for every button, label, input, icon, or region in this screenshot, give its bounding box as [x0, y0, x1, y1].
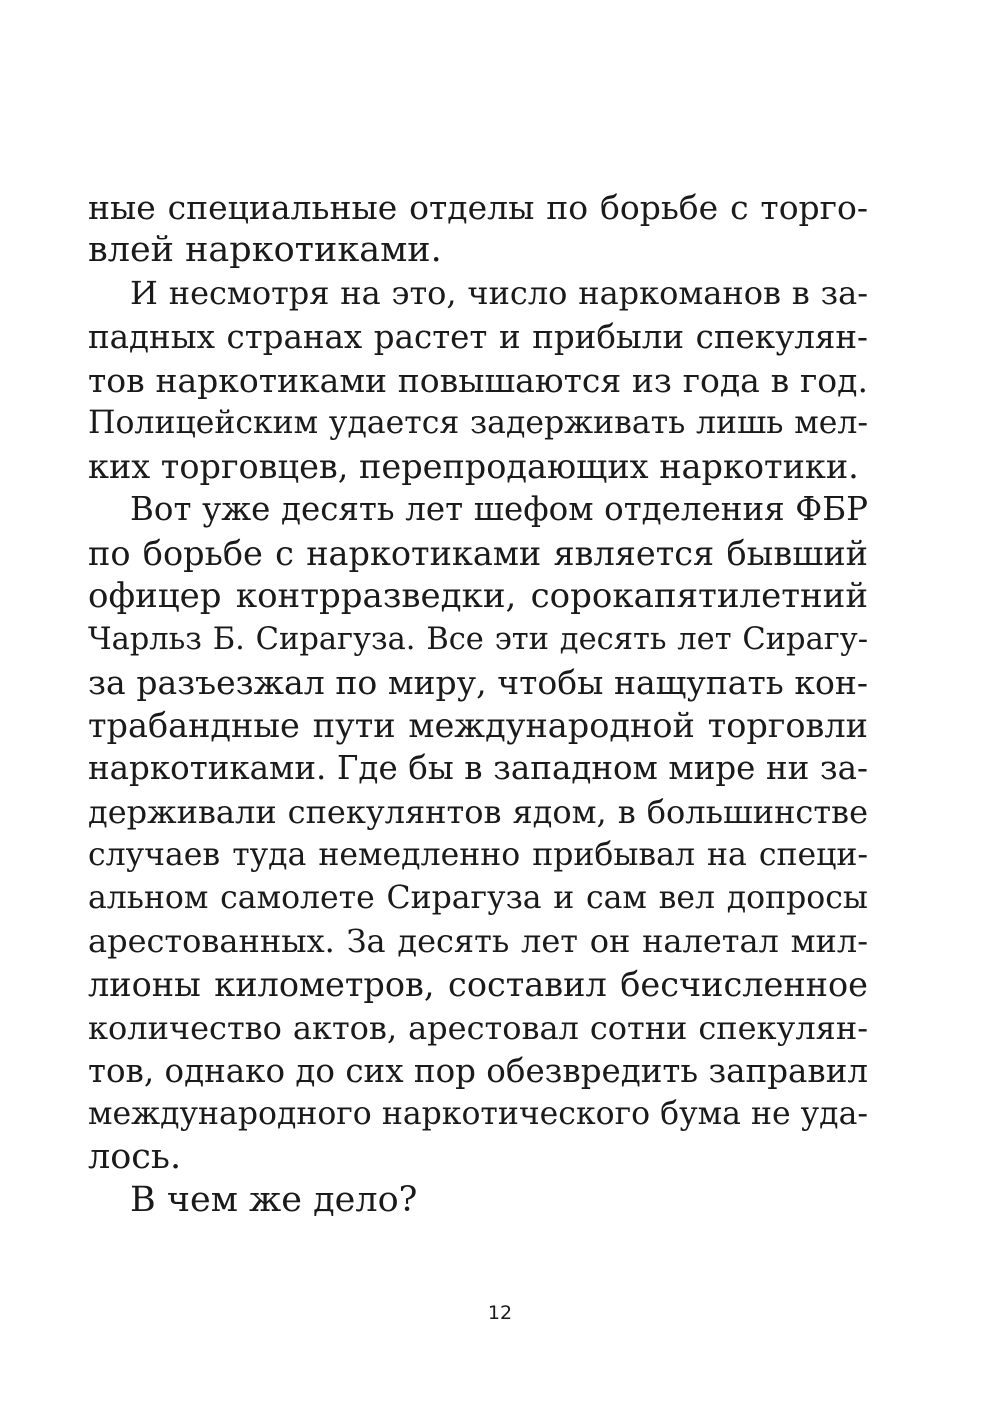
text-line: ких торговцев, перепродающих наркотики.	[88, 447, 859, 487]
text-line: случаев туда немедленно прибывал на специ-	[88, 836, 868, 873]
text-line: влей наркотиками.	[88, 230, 442, 271]
text-line: количество актов, арестовал сотни спекулян-	[88, 1008, 868, 1047]
text-line: Полицейским удается задерживать лишь мел-	[88, 404, 868, 441]
text-line: Чарльз Б. Сирагуза. Все эти десять лет Сирагу-	[88, 621, 868, 657]
text-line: офицер контрразведки, сорокапятилетний	[88, 575, 868, 616]
paragraph-start-line: Вот уже десять лет шефом отделения ФБР	[130, 490, 868, 529]
text-line: арестованных. За десять лет он налетал мил-	[88, 922, 868, 961]
text-line: международного наркотического бума не уда-	[88, 1095, 868, 1132]
page-text	[88, 186, 868, 1223]
text-line: тов наркотиками повышаются из года в год.	[88, 360, 868, 400]
text-line: держивали спекулянтов ядом, в большинстве	[88, 792, 868, 831]
text-line: лионы километров, составил бесчисленное	[88, 965, 868, 1005]
text-line: трабандные пути международной торговли	[88, 706, 868, 746]
text-line: по борьбе с наркотиками является бывший	[88, 533, 868, 573]
paragraph-start-line: В чем же дело?	[130, 1180, 418, 1221]
text-line: тов, однако до сих пор обезвредить заправил	[88, 1051, 868, 1090]
text-line: за разъезжал по миру, чтобы нащупать кон-	[88, 663, 868, 703]
page-number: 12	[487, 1302, 513, 1324]
text-line: ные специальные отделы по борьбе с торго-	[88, 188, 868, 227]
text-line: альном самолете Сирагуза и сам вел допросы	[88, 880, 868, 916]
text-line: падных странах растет и прибыли спекулян-	[88, 317, 868, 356]
text-line: наркотиками. Где бы в западном мире ни за-	[88, 749, 868, 788]
text-line: лось.	[88, 1137, 182, 1178]
paragraph-start-line: И несмотря на это, число наркоманов в за-	[130, 274, 868, 313]
